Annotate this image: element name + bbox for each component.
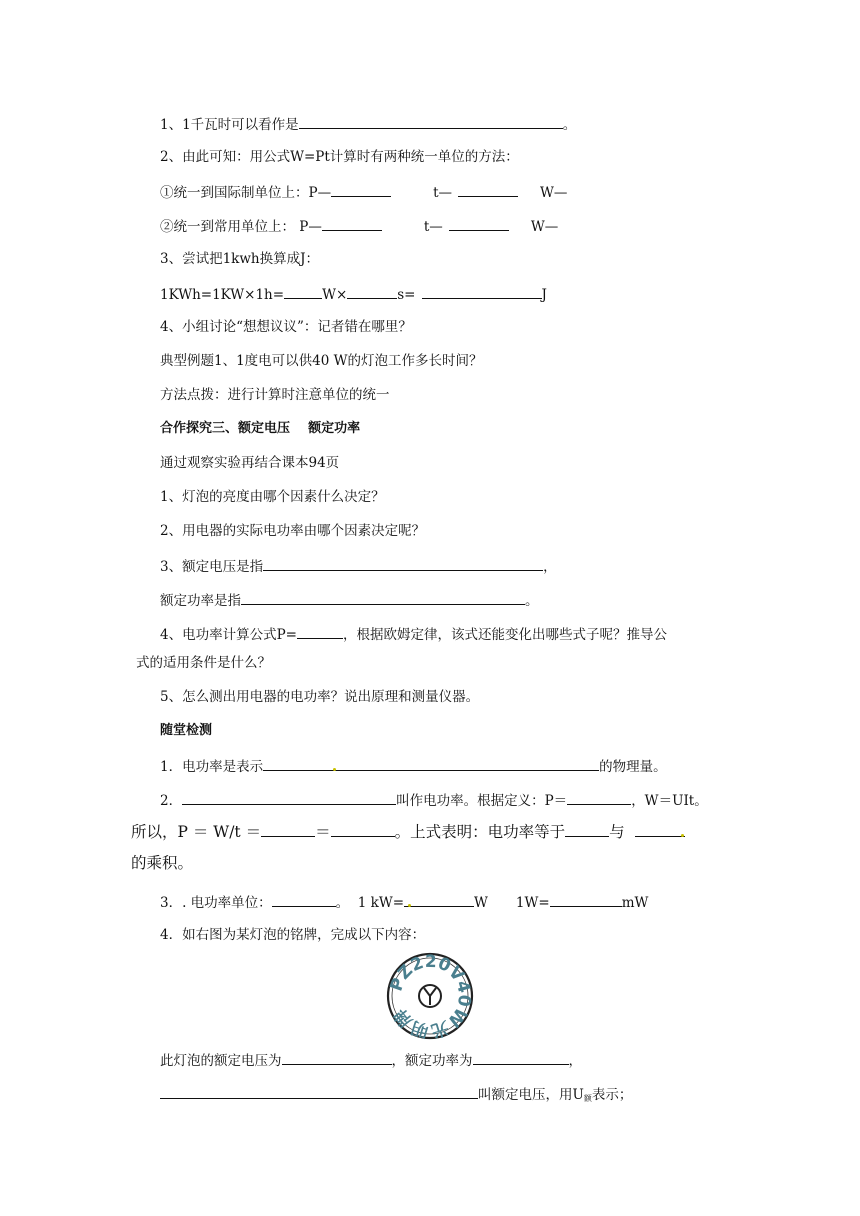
answer-blank[interactable] xyxy=(261,822,315,837)
text: 4、小组讨论“想想议议”：记者错在哪里？ xyxy=(160,319,412,335)
text: ，根据欧姆定律，该式还能变化出哪些式子呢？推导公 xyxy=(342,627,667,643)
heading-text: 随堂检测 xyxy=(160,723,213,738)
text: 5、怎么测出用电器的电功率？说出原理和测量仪器。 xyxy=(160,689,480,705)
text: 2． xyxy=(160,793,183,809)
subscript: 额 xyxy=(583,1094,592,1103)
text: 。上式表明：电功率等于 xyxy=(394,823,566,841)
text: t— xyxy=(433,185,453,201)
text: 1、1千瓦时可以看作是 xyxy=(160,117,299,133)
text: 1W= xyxy=(515,895,550,911)
text: W xyxy=(474,895,488,911)
text: 方法点拨：进行计算时注意单位的统一 xyxy=(160,387,390,403)
line-convert xyxy=(160,250,319,268)
text: 4、电功率计算公式P= xyxy=(160,627,297,643)
text: ， xyxy=(568,1053,582,1069)
line-actual-power xyxy=(160,522,425,540)
answer-blank[interactable] xyxy=(422,284,542,299)
marker-dot xyxy=(408,904,411,907)
bulb-nameplate-seal xyxy=(386,952,474,1040)
text: 1KWh=1KW×1h= xyxy=(160,287,285,303)
section-heading-quiz xyxy=(160,722,212,740)
line-measure xyxy=(160,688,479,706)
text: 额定功率是指 xyxy=(160,593,241,609)
text: 2、由此可知：用公式W=Pt计算时有两种统一单位的方法： xyxy=(160,149,519,165)
text: 的物理量。 xyxy=(599,759,667,775)
bulb-icon xyxy=(419,985,441,1007)
text: ②统一到常用单位上： P— xyxy=(160,219,322,235)
answer-blank[interactable] xyxy=(550,892,622,907)
text: 通过观察实验再结合课本94页 xyxy=(160,455,340,471)
quiz-q4 xyxy=(160,926,425,944)
answer-blank[interactable] xyxy=(263,556,543,571)
text: 。 1 kW= xyxy=(335,895,405,911)
answer-blank[interactable] xyxy=(458,182,518,197)
answer-blank[interactable] xyxy=(282,1050,392,1065)
answer-blank[interactable] xyxy=(299,114,563,129)
text: 叫作电功率。根据定义：P＝ xyxy=(396,793,568,809)
marker-dot xyxy=(333,768,336,771)
text: 所以，P ＝ W/t ＝ xyxy=(131,823,262,841)
line-discuss xyxy=(160,318,412,336)
line-example xyxy=(160,352,483,370)
text: ＝ xyxy=(315,823,331,841)
text: 。 xyxy=(525,593,539,609)
quiz-q1 xyxy=(160,756,667,776)
text: W— xyxy=(530,219,559,235)
text: 的乘积。 xyxy=(131,854,194,872)
quiz-q4-definition xyxy=(160,1084,632,1108)
line-si-units xyxy=(160,182,567,202)
answer-blank[interactable] xyxy=(567,790,631,805)
text: 1、灯泡的亮度由哪个因素什么决定？ xyxy=(160,489,385,505)
text: 3．. 电功率单位： xyxy=(160,895,272,911)
text: 4．如右图为某灯泡的铭牌，完成以下内容： xyxy=(160,927,426,943)
answer-blank[interactable] xyxy=(473,1050,569,1065)
answer-blank[interactable] xyxy=(182,790,396,805)
text: ，W＝UIt。 xyxy=(631,793,708,809)
marker-dot xyxy=(681,834,684,837)
answer-blank[interactable] xyxy=(449,216,509,231)
answer-blank[interactable] xyxy=(263,756,599,771)
quiz-q3 xyxy=(160,892,648,912)
text: 典型例题1、1度电可以供40 W的灯泡工作多长时间？ xyxy=(160,353,483,369)
text: mW xyxy=(621,895,649,911)
text: 与 xyxy=(609,823,625,841)
section-heading xyxy=(160,420,360,438)
line-unit-methods xyxy=(160,148,519,166)
answer-blank[interactable] xyxy=(241,590,525,605)
quiz-q4-answers xyxy=(160,1050,582,1070)
line-formula xyxy=(160,624,667,644)
text: J xyxy=(541,287,547,303)
answer-blank[interactable] xyxy=(284,284,322,299)
text: 2、用电器的实际电功率由哪个因素决定呢？ xyxy=(160,523,426,539)
text: 叫额定电压，用U xyxy=(478,1087,584,1103)
seal-text: PZ220V40W光明牌 xyxy=(386,952,474,1040)
text: 。 xyxy=(562,117,577,133)
text: 此灯泡的额定电压为 xyxy=(160,1053,282,1069)
quiz-q2-formula xyxy=(131,822,685,841)
text: 3、额定电压是指 xyxy=(160,559,264,575)
text: ， xyxy=(543,559,557,575)
text: s= xyxy=(397,287,416,303)
answer-blank[interactable] xyxy=(272,892,336,907)
quiz-q2-product xyxy=(131,854,193,872)
answer-blank[interactable] xyxy=(331,822,395,837)
line-common-units xyxy=(160,216,558,236)
text: ①统一到国际制单位上：P— xyxy=(160,185,332,201)
text: t— xyxy=(423,219,443,235)
text: 3、尝试把1kwh换算成J： xyxy=(160,251,320,267)
line-brightness xyxy=(160,488,385,506)
answer-blank[interactable] xyxy=(347,284,397,299)
quiz-q2 xyxy=(160,790,708,810)
text: W× xyxy=(322,287,348,303)
answer-blank[interactable] xyxy=(331,182,391,197)
answer-blank[interactable] xyxy=(565,822,609,837)
line-tip xyxy=(160,386,390,404)
text: 1．电功率是表示 xyxy=(160,759,264,775)
answer-blank[interactable] xyxy=(297,624,343,639)
line-conversion xyxy=(160,284,547,304)
heading-text: 合作探究三、额定电压 额定功率 xyxy=(160,421,361,436)
answer-blank[interactable] xyxy=(404,892,474,907)
text: 表示； xyxy=(591,1087,633,1103)
line-observe xyxy=(160,454,339,472)
line-rated-voltage xyxy=(160,556,557,576)
line-kwh xyxy=(160,114,576,134)
answer-blank[interactable] xyxy=(322,216,382,231)
line-rated-power xyxy=(160,590,539,610)
text: ，额定功率为 xyxy=(391,1053,473,1069)
text: W— xyxy=(540,185,568,201)
line-formula-cont xyxy=(136,654,271,672)
answer-blank[interactable] xyxy=(160,1084,478,1099)
text: 式的适用条件是什么？ xyxy=(136,655,271,671)
answer-blank[interactable] xyxy=(635,822,685,837)
